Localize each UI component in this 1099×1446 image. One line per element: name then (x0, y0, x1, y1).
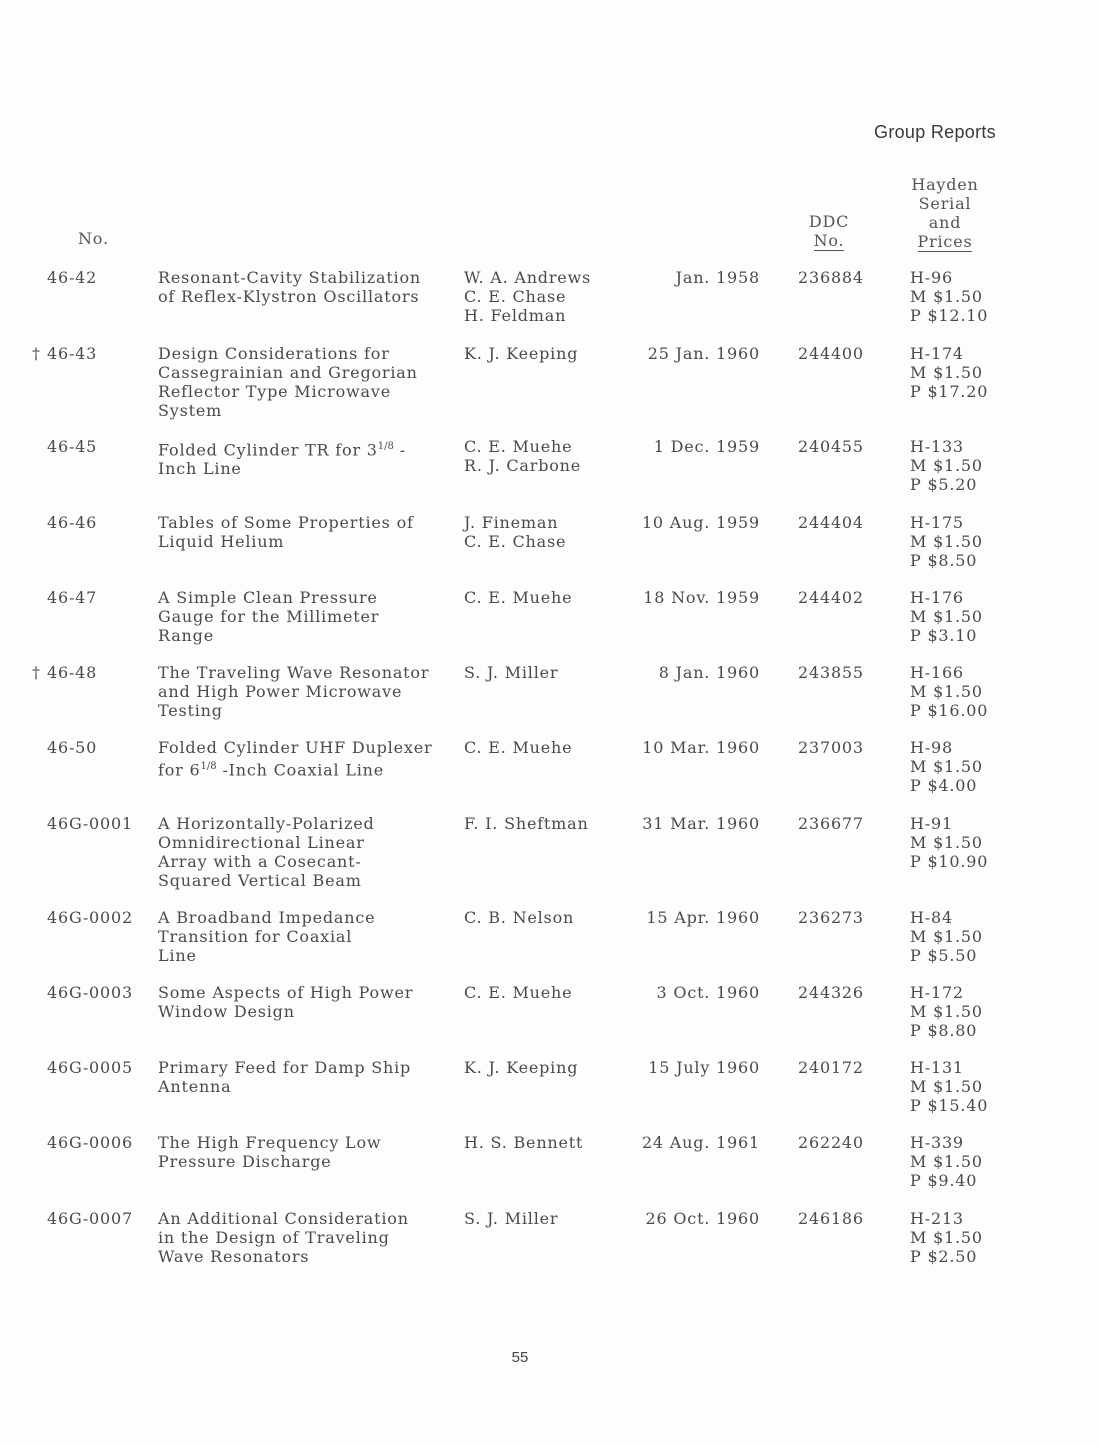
report-title-line: An Additional Consideration (158, 1209, 409, 1228)
dagger-mark: † (32, 344, 41, 363)
report-title-line: Transition for Coaxial (158, 927, 353, 946)
report-hayden-serial-prices (910, 1058, 988, 1115)
report-author: C. E. Muehe (464, 437, 573, 456)
report-authors (464, 908, 639, 927)
report-title-line: Testing (158, 701, 223, 720)
column-header-no: No. (78, 229, 109, 248)
report-title-line: Cassegrainian and Gregorian (158, 363, 418, 382)
hayden-price: P $2.50 (910, 1247, 978, 1266)
report-hayden-serial-prices (910, 1209, 983, 1266)
report-authors (464, 738, 639, 757)
report-title (158, 983, 458, 1021)
hayden-serial: H-175 (910, 513, 964, 532)
report-title (158, 738, 458, 779)
report-authors (464, 814, 639, 833)
column-header-hayden-line: Prices (917, 232, 973, 251)
hayden-price: P $9.40 (910, 1171, 978, 1190)
report-title-line: Array with a Cosecant- (158, 852, 362, 871)
report-date: 18 Nov. 1959 (643, 588, 760, 607)
report-author: C. E. Muehe (464, 983, 573, 1002)
report-date: 15 Apr. 1960 (646, 908, 760, 927)
page-header-title: Group Reports (874, 122, 996, 142)
column-header-hayden-line: and (928, 213, 962, 232)
report-author: H. S. Bennett (464, 1133, 584, 1152)
hayden-price: M $1.50 (910, 532, 983, 551)
hayden-price: M $1.50 (910, 927, 983, 946)
report-title-line: Resonant-Cavity Stabilization (158, 268, 422, 287)
report-author: S. J. Miller (464, 663, 559, 682)
report-number: 46-50 (47, 738, 98, 757)
report-authors (464, 513, 639, 551)
report-title-line: Folded Cylinder UHF Duplexer (158, 738, 433, 757)
hayden-serial: H-174 (910, 344, 964, 363)
report-date: 1 Dec. 1959 (653, 437, 760, 456)
report-hayden-serial-prices (910, 268, 988, 325)
column-header-ddc (800, 212, 858, 251)
report-title-line: for $6^{1/8}$ -Inch Coaxial Line (158, 760, 385, 780)
hayden-serial: H-131 (910, 1058, 964, 1077)
report-title-line: Range (158, 626, 214, 645)
report-ddc-number: 244404 (798, 513, 864, 532)
report-author: C. E. Chase (464, 287, 567, 306)
report-title (158, 1133, 458, 1171)
report-number: 46G-0001 (47, 814, 133, 833)
report-hayden-serial-prices (910, 1133, 983, 1190)
report-number: 46-45 (47, 437, 98, 456)
report-title-line: in the Design of Traveling (158, 1228, 390, 1247)
report-hayden-serial-prices (910, 513, 983, 570)
report-title-line: Liquid Helium (158, 532, 285, 551)
report-ddc-number: 240455 (798, 437, 864, 456)
report-ddc-number: 236273 (798, 908, 864, 927)
report-title-line: A Broadband Impedance (158, 908, 376, 927)
report-hayden-serial-prices (910, 814, 988, 871)
hayden-price: M $1.50 (910, 757, 983, 776)
hayden-price: M $1.50 (910, 363, 983, 382)
report-title-line: Some Aspects of High Power (158, 983, 414, 1002)
report-title (158, 437, 458, 478)
report-ddc-number: 246186 (798, 1209, 864, 1228)
hayden-price: P $10.90 (910, 852, 989, 871)
report-date: 3 Oct. 1960 (656, 983, 760, 1002)
report-title-line: Inch Line (158, 459, 242, 479)
report-date: 25 Jan. 1960 (647, 344, 760, 363)
report-title (158, 513, 458, 551)
hayden-price: M $1.50 (910, 456, 983, 475)
hayden-price: M $1.50 (910, 607, 983, 626)
report-author: W. A. Andrews (464, 268, 592, 287)
report-title (158, 344, 458, 420)
hayden-price: P $4.00 (910, 776, 978, 795)
hayden-price: P $17.20 (910, 382, 989, 401)
report-hayden-serial-prices (910, 908, 983, 965)
report-title (158, 1209, 458, 1266)
report-authors (464, 437, 639, 475)
report-hayden-serial-prices (910, 588, 983, 645)
hayden-price: P $3.10 (910, 626, 978, 645)
report-authors (464, 1058, 639, 1077)
report-title-line: Window Design (158, 1002, 295, 1021)
report-authors (464, 1209, 639, 1228)
report-title-line: A Horizontally-Polarized (158, 814, 375, 833)
dagger-mark: † (32, 663, 41, 682)
report-title (158, 1058, 458, 1096)
report-number: 46G-0006 (47, 1133, 133, 1152)
hayden-serial: H-176 (910, 588, 964, 607)
report-number: 46G-0003 (47, 983, 133, 1002)
report-date: Jan. 1958 (675, 268, 760, 287)
report-author: C. E. Muehe (464, 738, 573, 757)
column-header-hayden (905, 175, 985, 252)
column-header-ddc-line: DDC (808, 212, 850, 231)
report-number: 46G-0007 (47, 1209, 133, 1228)
report-ddc-number: 244402 (798, 588, 864, 607)
report-number: 46-46 (47, 513, 98, 532)
report-hayden-serial-prices (910, 738, 983, 795)
report-date: 15 July 1960 (648, 1058, 760, 1077)
report-number: 46G-0005 (47, 1058, 133, 1077)
report-ddc-number: 236884 (798, 268, 864, 287)
report-authors (464, 1133, 639, 1152)
report-date: 24 Aug. 1961 (641, 1133, 760, 1152)
hayden-price: P $12.10 (910, 306, 989, 325)
report-author: J. Fineman (464, 513, 559, 532)
hayden-serial: H-98 (910, 738, 953, 757)
report-date: 26 Oct. 1960 (645, 1209, 760, 1228)
report-number: 46-48 (47, 663, 98, 682)
page-number: 55 (511, 1349, 529, 1366)
report-authors (464, 268, 639, 325)
report-author: S. J. Miller (464, 1209, 559, 1228)
report-authors (464, 588, 639, 607)
report-title-line: Omnidirectional Linear (158, 833, 365, 852)
report-author: F. I. Sheftman (464, 814, 589, 833)
report-title-line: Line (158, 946, 197, 965)
report-ddc-number: 236677 (798, 814, 864, 833)
report-hayden-serial-prices (910, 983, 983, 1040)
report-title-line: A Simple Clean Pressure (158, 588, 378, 607)
hayden-price: M $1.50 (910, 1002, 983, 1021)
column-header-hayden-line: Hayden (911, 175, 979, 194)
report-number: 46-42 (47, 268, 98, 287)
report-author: K. J. Keeping (464, 1058, 579, 1077)
hayden-price: P $8.50 (910, 551, 978, 570)
report-title (158, 663, 458, 720)
hayden-serial: H-166 (910, 663, 964, 682)
hayden-serial: H-133 (910, 437, 964, 456)
report-title-line: System (158, 401, 223, 420)
hayden-serial: H-172 (910, 983, 964, 1002)
hayden-price: P $5.20 (910, 475, 978, 494)
report-title-line: Tables of Some Properties of (158, 513, 414, 532)
report-title-line: Pressure Discharge (158, 1152, 332, 1171)
report-ddc-number: 262240 (798, 1133, 864, 1152)
report-authors (464, 983, 639, 1002)
report-title (158, 268, 458, 306)
report-title-line: Antenna (158, 1077, 232, 1096)
report-ddc-number: 244326 (798, 983, 864, 1002)
hayden-price: M $1.50 (910, 287, 983, 306)
hayden-price: P $5.50 (910, 946, 978, 965)
report-hayden-serial-prices (910, 344, 988, 401)
report-title-line: Gauge for the Millimeter (158, 607, 380, 626)
hayden-price: P $15.40 (910, 1096, 989, 1115)
hayden-price: M $1.50 (910, 1152, 983, 1171)
report-author: C. E. Chase (464, 532, 567, 551)
report-author: K. J. Keeping (464, 344, 579, 363)
column-header-hayden-line: Serial (918, 194, 972, 213)
report-ddc-number: 240172 (798, 1058, 864, 1077)
report-title (158, 588, 458, 645)
report-ddc-number: 243855 (798, 663, 864, 682)
hayden-price: M $1.50 (910, 1077, 983, 1096)
report-date: 10 Mar. 1960 (642, 738, 760, 757)
report-date: 8 Jan. 1960 (658, 663, 760, 682)
report-date: 31 Mar. 1960 (642, 814, 760, 833)
report-title-line: and High Power Microwave (158, 682, 403, 701)
report-ddc-number: 244400 (798, 344, 864, 363)
report-hayden-serial-prices (910, 663, 988, 720)
report-hayden-serial-prices (910, 437, 983, 494)
hayden-price: P $16.00 (910, 701, 989, 720)
report-title-line: of Reflex-Klystron Oscillators (158, 287, 420, 306)
report-title-line: Wave Resonators (158, 1247, 310, 1266)
hayden-serial: H-96 (910, 268, 953, 287)
report-authors (464, 344, 639, 363)
report-title-line: Reflector Type Microwave (158, 382, 391, 401)
report-number: 46G-0002 (47, 908, 133, 927)
report-title (158, 908, 458, 965)
hayden-price: M $1.50 (910, 682, 983, 701)
report-date: 10 Aug. 1959 (641, 513, 760, 532)
report-title-line: Primary Feed for Damp Ship (158, 1058, 412, 1077)
hayden-serial: H-84 (910, 908, 953, 927)
hayden-serial: H-91 (910, 814, 953, 833)
report-author: C. E. Muehe (464, 588, 573, 607)
report-author: H. Feldman (464, 306, 567, 325)
hayden-price: M $1.50 (910, 833, 983, 852)
report-title-line: Design Considerations for (158, 344, 390, 363)
report-title-line: Squared Vertical Beam (158, 871, 362, 890)
report-ddc-number: 237003 (798, 738, 864, 757)
hayden-price: P $8.80 (910, 1021, 978, 1040)
column-header-ddc-line: No. (813, 231, 845, 250)
report-number: 46-47 (47, 588, 98, 607)
report-title-line: The High Frequency Low (158, 1133, 382, 1152)
hayden-price: M $1.50 (910, 1228, 983, 1247)
report-title-line: Folded Cylinder TR for $3^{1/8}$ - (158, 440, 406, 460)
report-author: R. J. Carbone (464, 456, 582, 475)
hayden-serial: H-339 (910, 1133, 964, 1152)
report-title-line: The Traveling Wave Resonator (158, 663, 430, 682)
hayden-serial: H-213 (910, 1209, 964, 1228)
report-author: C. B. Nelson (464, 908, 575, 927)
report-authors (464, 663, 639, 682)
report-title (158, 814, 458, 890)
report-number: 46-43 (47, 344, 98, 363)
